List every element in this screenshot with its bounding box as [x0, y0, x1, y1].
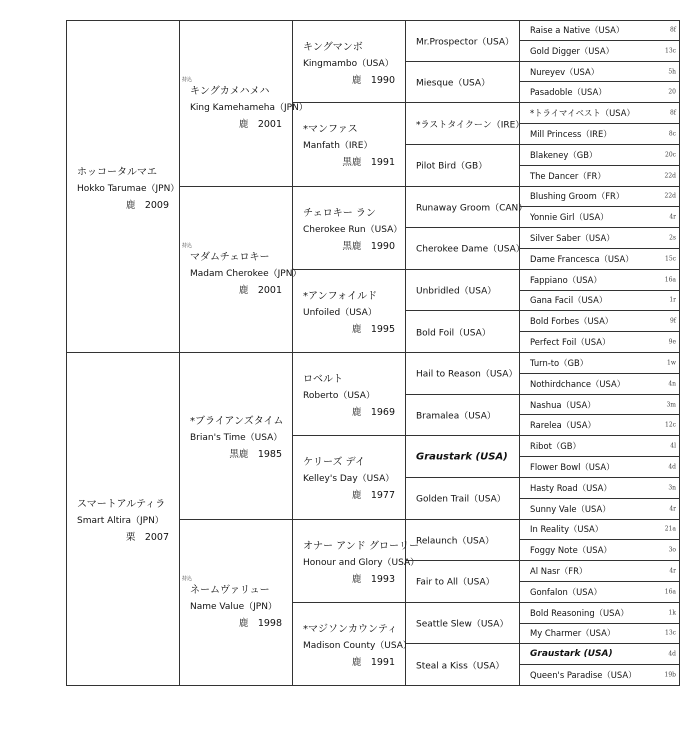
pedigree-cell-gen5	[520, 332, 680, 353]
horse-name-en: Hokko Tarumae（JPN）	[77, 183, 180, 194]
pedigree-cell-gen4	[406, 270, 520, 312]
horse-name: Gana Facil（USA）	[530, 295, 608, 306]
horse-name: Mill Princess（IRE）	[530, 128, 612, 139]
family-number: 3o	[668, 546, 676, 554]
horse-name-jp: キングカメハメハ	[190, 86, 270, 98]
pedigree-cell-gen5	[520, 603, 680, 624]
horse-color-year: 黒鹿 1985	[229, 448, 282, 460]
horse-name-jp: ホッコータルマエ	[77, 166, 157, 178]
family-number: 22d	[664, 192, 676, 200]
horse-name: *トライマイベスト（USA）	[530, 108, 635, 119]
pedigree-cell-gen5	[520, 166, 680, 187]
horse-info	[180, 575, 292, 629]
horse-name: Foggy Note（USA）	[530, 545, 612, 556]
family-number: 12c	[665, 421, 676, 429]
family-number: 9e	[668, 338, 676, 346]
pedigree-cell-gen4	[406, 145, 520, 187]
horse-name-en: Madam Cherokee（JPN）	[190, 269, 302, 280]
horse-name: Cherokee Dame（USA）	[416, 244, 525, 255]
family-number: 4r	[669, 213, 676, 221]
horse-name: Blakeney（GB）	[530, 149, 598, 160]
pedigree-cell-gen4	[406, 395, 520, 437]
family-number: 9f	[669, 317, 676, 325]
family-number: 20c	[665, 151, 676, 159]
pedigree-cell-gen5	[520, 20, 680, 41]
pedigree-cell-gen5	[520, 353, 680, 374]
pedigree-cell-gen3	[293, 436, 406, 519]
pedigree-cell-gen5	[520, 457, 680, 478]
pedigree-cell-gen1	[66, 20, 180, 353]
horse-info	[180, 242, 302, 297]
pedigree-cell-gen3	[293, 520, 420, 603]
family-number: 4l	[670, 442, 676, 450]
pedigree-cell-gen5	[520, 124, 680, 145]
horse-name-en: Manfath（IRE）	[303, 141, 373, 152]
pedigree-cell-gen5	[520, 270, 680, 291]
pedigree-cell-gen3	[293, 103, 406, 186]
horse-name-jp: マダムチェロキー	[190, 252, 270, 264]
pedigree-cell-gen4	[406, 561, 520, 603]
horse-color-year: 鹿 1991	[351, 656, 395, 668]
pedigree-cell-gen4	[406, 187, 528, 229]
horse-name: Unbridled（USA）	[416, 286, 497, 297]
horse-name: Nashua（USA）	[530, 399, 596, 410]
horse-name: Rarelea（USA）	[530, 420, 596, 431]
pedigree-cell-gen2	[180, 187, 302, 354]
import-note: 持込	[182, 576, 193, 583]
pedigree-table	[66, 20, 680, 686]
pedigree-cell-gen5	[520, 228, 680, 249]
horse-name: Pilot Bird（GB）	[416, 161, 488, 172]
horse-name-jp: ケリーズ デイ	[303, 457, 365, 469]
horse-name: Gonfalon（USA）	[530, 586, 602, 597]
pedigree-cell-gen5	[520, 582, 680, 603]
horse-name: Gold Digger（USA）	[530, 45, 615, 56]
pedigree-cell-gen5	[520, 665, 680, 686]
family-number: 21a	[664, 525, 676, 533]
horse-name: Bramalea（USA）	[416, 411, 496, 422]
family-number: 4d	[668, 650, 676, 658]
pedigree-cell-gen5	[520, 415, 680, 436]
horse-name: Pasadoble（USA）	[530, 87, 607, 98]
horse-name: My Charmer（USA）	[530, 628, 616, 639]
horse-info	[180, 76, 308, 131]
horse-name: The Dancer（FR）	[530, 170, 606, 181]
family-number: 8f	[669, 109, 676, 117]
family-number: 13c	[665, 47, 676, 55]
horse-name-en: Smart Altira（JPN）	[77, 516, 164, 526]
horse-name: Al Nasr（FR）	[530, 566, 588, 577]
family-number: 4r	[669, 567, 676, 575]
pedigree-cell-gen4	[406, 353, 520, 395]
horse-name: Nureyev（USA）	[530, 66, 600, 77]
horse-name: Bold Foil（USA）	[416, 328, 491, 339]
family-number: 16a	[664, 588, 676, 596]
family-number: 4d	[668, 463, 676, 471]
horse-name-en: Cherokee Run（USA）	[303, 224, 403, 235]
pedigree-cell-gen3	[293, 353, 406, 436]
horse-name: Runaway Groom（CAN）	[416, 203, 528, 214]
family-number: 4r	[669, 505, 676, 513]
pedigree-cell-gen5	[520, 41, 680, 62]
horse-name: Seattle Slew（USA）	[416, 619, 509, 630]
horse-color-year: 鹿 1977	[351, 490, 395, 502]
horse-name-jp: *ブライアンズタイム	[190, 415, 284, 427]
horse-info	[293, 287, 405, 335]
horse-info	[180, 412, 292, 460]
horse-name-jp: ロベルト	[303, 374, 343, 386]
horse-name: Turn-to（GB）	[530, 357, 589, 368]
horse-name: Steal a Kiss（USA）	[416, 661, 505, 672]
pedigree-cell-gen5	[520, 561, 680, 582]
horse-color-year: 鹿 2001	[238, 285, 282, 297]
pedigree-cell-gen2	[180, 520, 293, 687]
horse-name-en: Kingmambo（USA）	[303, 58, 394, 69]
pedigree-cell-gen1	[66, 353, 180, 686]
pedigree-cell-gen5	[520, 311, 680, 332]
horse-name: Raise a Native（USA）	[530, 25, 625, 36]
horse-name-en: Unfoiled（USA）	[303, 307, 377, 318]
family-number: 13c	[665, 629, 676, 637]
family-number: 22d	[664, 172, 676, 180]
horse-name: Sunny Vale（USA）	[530, 503, 611, 514]
horse-info	[67, 495, 179, 543]
family-number: 19b	[664, 671, 676, 679]
pedigree-cell-gen5	[520, 478, 680, 499]
horse-color-year: 鹿 2001	[238, 119, 282, 131]
family-number: 3m	[666, 401, 676, 409]
horse-info	[293, 120, 405, 168]
family-number: 20	[668, 88, 676, 96]
horse-info	[293, 453, 405, 501]
horse-info	[67, 163, 179, 211]
pedigree-cell-gen4	[406, 311, 520, 353]
horse-name: Yonnie Girl（USA）	[530, 212, 609, 223]
horse-name: Ribot（GB）	[530, 441, 581, 452]
horse-name: Dame Francesca（USA）	[530, 253, 634, 264]
horse-name: Hail to Reason（USA）	[416, 369, 518, 380]
family-number: 8c	[668, 130, 676, 138]
horse-name-en: Madison County（USA）	[303, 640, 412, 651]
horse-color-year: 鹿 1995	[351, 323, 395, 335]
pedigree-cell-gen2	[180, 353, 293, 520]
family-number: 3n	[668, 484, 676, 492]
import-note: 持込	[182, 77, 193, 84]
family-number: 4n	[668, 380, 676, 388]
horse-name-jp: オナー アンド グローリー	[303, 540, 419, 552]
pedigree-cell-gen5	[520, 62, 680, 83]
horse-name-jp: キングマンボ	[303, 41, 363, 53]
horse-name-jp: スマートアルティラ	[77, 499, 166, 510]
horse-info	[293, 370, 405, 418]
pedigree-cell-gen5	[520, 499, 680, 520]
pedigree-cell-gen3	[293, 20, 406, 103]
pedigree-cell-gen3	[293, 187, 406, 270]
pedigree-cell-gen4	[406, 228, 525, 270]
import-note: 持込	[182, 243, 193, 250]
horse-name: Perfect Foil（USA）	[530, 337, 611, 348]
horse-name-en: Brian's Time（USA）	[190, 432, 283, 443]
horse-name: Miesque（USA）	[416, 78, 491, 89]
horse-info	[293, 620, 412, 668]
horse-name-jp: チェロキー ラン	[303, 207, 376, 219]
family-number: 1w	[667, 359, 676, 367]
pedigree-cell-gen5	[520, 540, 680, 561]
horse-name: *ラストタイクーン（IRE）	[416, 120, 525, 131]
horse-color-year: 栗 2007	[125, 532, 169, 543]
family-number: 1r	[669, 296, 676, 304]
horse-info	[293, 537, 420, 585]
horse-name: Bold Reasoning（USA）	[530, 607, 629, 618]
horse-info	[293, 204, 405, 252]
horse-name: Mr.Prospector（USA）	[416, 37, 515, 48]
pedigree-cell-gen5	[520, 624, 680, 645]
horse-name: Graustark (USA)	[416, 451, 508, 463]
horse-info	[293, 38, 405, 86]
horse-name: In Reality（USA）	[530, 524, 604, 535]
horse-name-jp: *マジソンカウンティ	[303, 623, 398, 635]
horse-name: Fappiano（USA）	[530, 274, 602, 285]
pedigree-cell-gen5	[520, 520, 680, 541]
pedigree-cell-gen4	[406, 62, 520, 104]
pedigree-cell-gen5	[520, 644, 680, 665]
pedigree-cell-gen5	[520, 395, 680, 416]
horse-name-jp: *マンファス	[303, 124, 358, 136]
pedigree-cell-gen4	[406, 20, 520, 62]
pedigree-cell-gen4	[406, 644, 520, 686]
family-number: 15c	[665, 255, 676, 263]
horse-color-year: 鹿 2009	[125, 199, 169, 211]
horse-name: Relaunch（USA）	[416, 536, 495, 547]
family-number: 16a	[664, 276, 676, 284]
pedigree-cell-gen5	[520, 436, 680, 457]
pedigree-cell-gen4	[406, 103, 525, 145]
pedigree-cell-gen5	[520, 187, 680, 208]
pedigree-cell-gen2	[180, 20, 308, 187]
horse-name: Queen's Paradise（USA）	[530, 670, 637, 681]
horse-color-year: 鹿 1998	[238, 618, 282, 630]
horse-name-en: Kelley's Day（USA）	[303, 474, 395, 485]
pedigree-cell-gen3	[293, 270, 406, 353]
family-number: 8f	[669, 26, 676, 34]
pedigree-cell-gen5	[520, 145, 680, 166]
family-number: 2s	[669, 234, 676, 242]
horse-name: Graustark (USA)	[530, 649, 613, 660]
horse-name: Fair to All（USA）	[416, 577, 495, 588]
horse-name-en: King Kamehameha（JPN）	[190, 103, 308, 114]
pedigree-cell-gen5	[520, 374, 680, 395]
horse-color-year: 鹿 1990	[351, 74, 395, 86]
pedigree-cell-gen5	[520, 291, 680, 312]
pedigree-cell-gen4	[406, 478, 520, 520]
pedigree-cell-gen4	[406, 436, 520, 478]
pedigree-cell-gen4	[406, 603, 520, 645]
horse-name-jp: ネームヴァリュー	[190, 585, 270, 597]
horse-color-year: 黒鹿 1990	[342, 240, 395, 252]
horse-name: Nothirdchance（USA）	[530, 378, 626, 389]
horse-name: Golden Trail（USA）	[416, 494, 506, 505]
horse-name-en: Honour and Glory（USA）	[303, 557, 420, 568]
horse-name: Blushing Groom（FR）	[530, 191, 625, 202]
pedigree-cell-gen3	[293, 603, 412, 686]
horse-name-en: Name Value（JPN）	[190, 602, 277, 613]
horse-name: Silver Saber（USA）	[530, 233, 615, 244]
horse-color-year: 鹿 1969	[351, 407, 395, 419]
pedigree-cell-gen5	[520, 207, 680, 228]
horse-name: Hasty Road（USA）	[530, 482, 612, 493]
horse-name: Flower Bowl（USA）	[530, 461, 615, 472]
pedigree-cell-gen5	[520, 103, 680, 124]
pedigree-cell-gen5	[520, 82, 680, 103]
horse-name: Bold Forbes（USA）	[530, 316, 614, 327]
horse-color-year: 鹿 1993	[351, 573, 395, 585]
horse-name-en: Roberto（USA）	[303, 391, 375, 402]
horse-name-jp: *アンフォイルド	[303, 290, 378, 302]
family-number: 5h	[668, 68, 676, 76]
horse-color-year: 黒鹿 1991	[342, 157, 395, 169]
family-number: 1k	[668, 609, 676, 617]
pedigree-cell-gen5	[520, 249, 680, 270]
pedigree-cell-gen4	[406, 520, 520, 562]
